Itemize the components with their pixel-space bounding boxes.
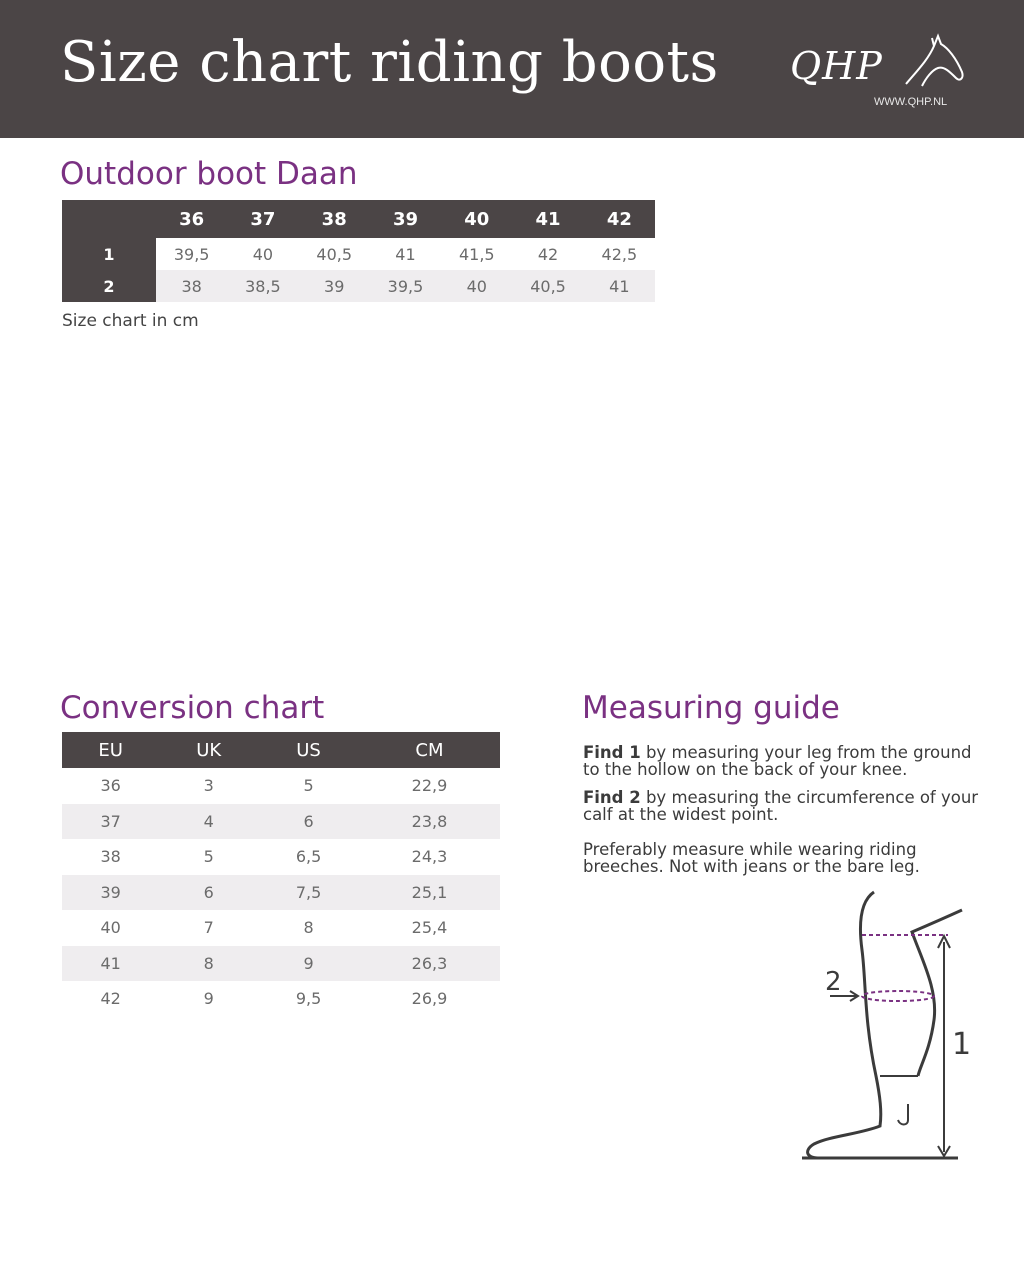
table-row	[62, 946, 500, 982]
table-cell: 4	[159, 804, 258, 840]
leg-measurement-diagram	[800, 890, 980, 1170]
table-cell: 39	[62, 875, 159, 911]
page-title: Size chart riding boots	[60, 30, 719, 95]
size-header: 41	[512, 200, 583, 238]
size-header: 36	[156, 200, 227, 238]
find2-text: by measuring the circumference of your calf at the widest point.	[583, 788, 979, 824]
conversion-table	[62, 732, 500, 1017]
ankle-bone-icon	[898, 1104, 908, 1125]
row-label: 2	[62, 270, 156, 302]
size-header: 37	[227, 200, 298, 238]
table-cell: 22,9	[411, 776, 448, 796]
conversion-header-row	[62, 732, 500, 768]
column-header: US	[258, 732, 359, 768]
table-cell: 41	[62, 946, 159, 982]
table-cell: 9	[203, 989, 214, 1009]
table-row	[62, 270, 655, 302]
leg-outline-back	[808, 892, 920, 1158]
size-header: 38	[299, 200, 370, 238]
table-cell: 39	[299, 270, 370, 302]
table-row	[62, 768, 500, 804]
row-label: 1	[62, 238, 156, 270]
find2-paragraph	[583, 789, 983, 823]
column-header: CM	[359, 732, 500, 768]
table-cell: 36	[100, 776, 121, 796]
table-cell: 40,5	[299, 238, 370, 270]
table-cell: 6	[258, 804, 359, 840]
label-2: 2	[825, 967, 842, 997]
table-cell: 6	[159, 875, 258, 911]
table-cell: 40,5	[512, 270, 583, 302]
table-cell: 26,9	[411, 989, 448, 1009]
table-cell: 5	[303, 776, 314, 796]
measuring-guide-title: Measuring guide	[582, 690, 840, 726]
table-row	[62, 804, 500, 840]
table-cell: 7	[203, 918, 214, 938]
qhp-logo	[786, 32, 966, 114]
find2-label: Find 2	[583, 788, 641, 807]
column-header: EU	[62, 732, 159, 768]
table-cell: 40	[100, 918, 121, 938]
table-cell: 41	[370, 238, 441, 270]
table-row	[62, 238, 655, 270]
table-cell: 42	[512, 238, 583, 270]
find1-label: Find 1	[583, 743, 641, 762]
table-cell: 9	[258, 946, 359, 982]
table-cell: 40	[227, 238, 298, 270]
header-banner	[0, 0, 1024, 138]
table-row	[62, 910, 500, 946]
size-header: 42	[584, 200, 655, 238]
table-cell: 6,5	[295, 847, 322, 867]
measure-note: Preferably measure while wearing riding breeches. Not with jeans or the bare leg.	[583, 840, 920, 876]
table-cell: 26,3	[359, 946, 500, 982]
table-cell: 38	[100, 847, 121, 867]
table-cell: 41,5	[441, 238, 512, 270]
logo-url: WWW.QHP.NL	[874, 96, 948, 108]
table-cell: 42,5	[584, 238, 655, 270]
table-cell: 39,5	[156, 238, 227, 270]
table-cell: 38,5	[227, 270, 298, 302]
table-cell: 8	[159, 946, 258, 982]
horse-head-icon	[886, 32, 966, 102]
table-cell: 39,5	[370, 270, 441, 302]
column-header: UK	[159, 732, 258, 768]
table-cell: 8	[303, 918, 314, 938]
table-cell: 25,4	[411, 918, 448, 938]
size-header: 40	[441, 200, 512, 238]
conversion-title: Conversion chart	[60, 690, 325, 726]
table-row	[62, 839, 500, 875]
calf-circumference-ellipse	[862, 991, 934, 1001]
table-row	[62, 981, 500, 1017]
outdoor-boot-title: Outdoor boot Daan	[60, 156, 358, 192]
table-row	[62, 875, 500, 911]
table-cell: 38	[156, 270, 227, 302]
table-cell: 7,5	[258, 875, 359, 911]
find1-text: by measuring your leg from the ground to the hollow on the back of your knee.	[583, 743, 972, 779]
logo-text: QHP	[790, 44, 883, 88]
size-chart-note: Size chart in cm	[62, 311, 199, 331]
table-cell: 23,8	[359, 804, 500, 840]
table-cell: 5	[203, 847, 214, 867]
table-cell: 3	[203, 776, 214, 796]
table-cell: 41	[584, 270, 655, 302]
table-cell: 25,1	[359, 875, 500, 911]
table-cell: 37	[62, 804, 159, 840]
size-header: 39	[370, 200, 441, 238]
size-header-row	[62, 200, 655, 238]
table-cell: 42	[100, 989, 121, 1009]
find1-paragraph	[583, 744, 983, 778]
table-cell: 24,3	[411, 847, 448, 867]
corner-cell	[62, 200, 156, 238]
table-cell: 9,5	[295, 989, 322, 1009]
label-1: 1	[952, 1027, 972, 1062]
outdoor-boot-size-table	[62, 200, 655, 302]
table-cell: 40	[441, 270, 512, 302]
